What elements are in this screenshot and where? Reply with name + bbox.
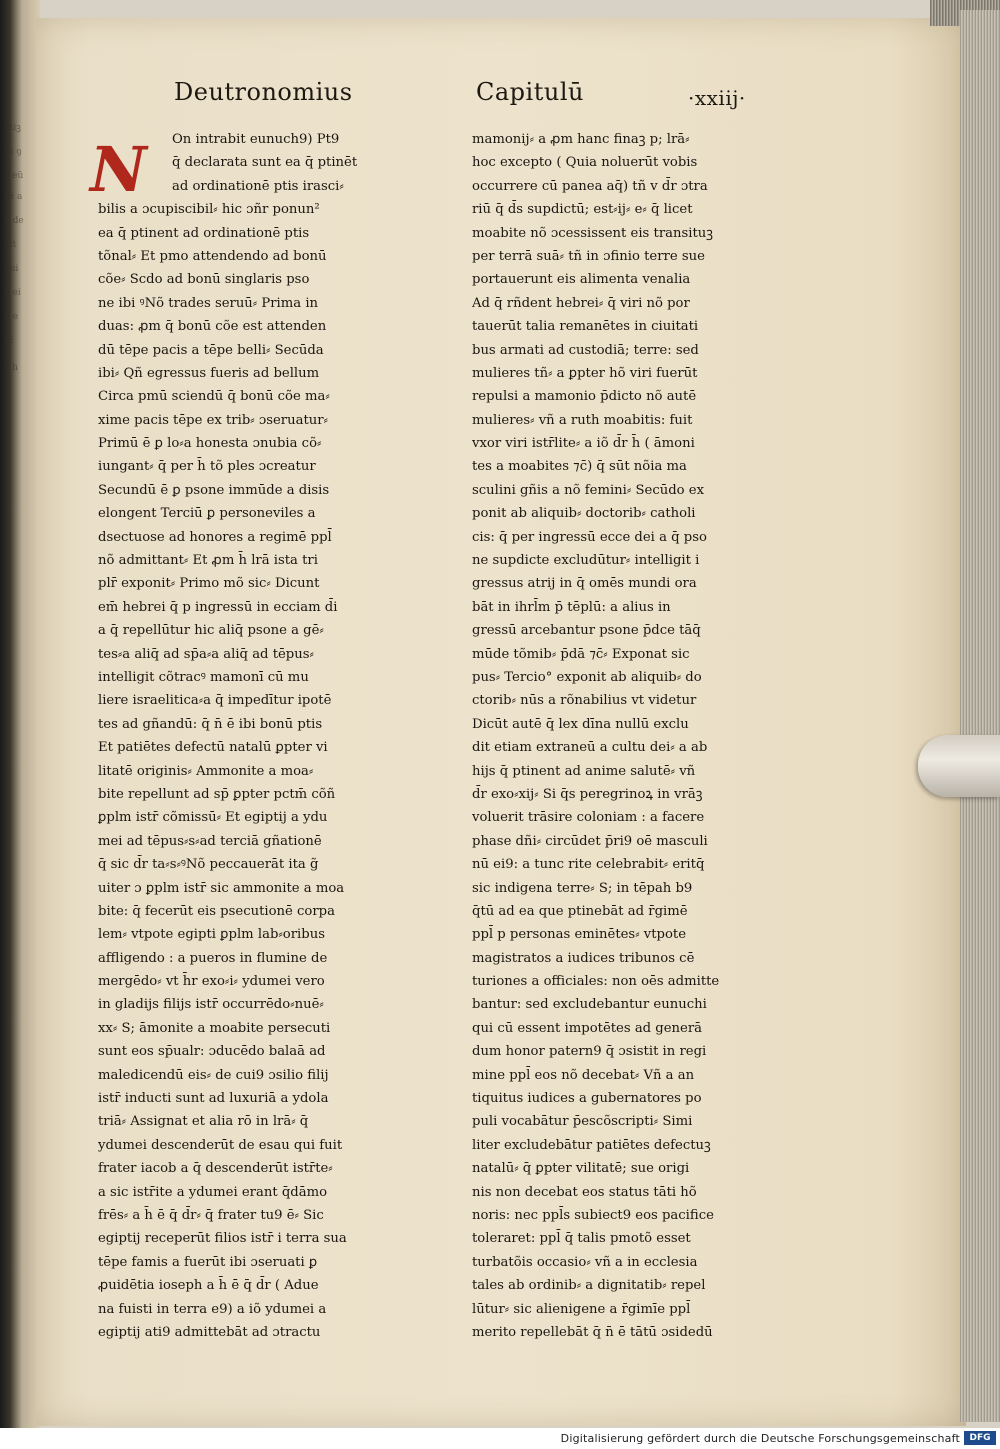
text-line: liere israelitica⸗a q̄ impedītur ipotē <box>98 693 332 709</box>
text-line: ibi⸗ Qñ egressus fueris ad bellum <box>98 365 320 381</box>
text-line: merito repellebāt q̄ n̄ ē tātū ɔsidedū <box>472 1324 713 1340</box>
text-line: a sic istr̄ite a ydumei erant q̄dāmo <box>98 1184 328 1200</box>
text-line: na fuisti in terra e9) a iõ ydumei a <box>98 1301 327 1317</box>
text-line: lem⸗ vtpote egipti ꝑplm lab⸗oribus <box>98 927 325 943</box>
text-line: portauerunt eis alimenta venalia <box>472 272 691 288</box>
left-page-fragment: tli <box>4 336 14 346</box>
text-line: xime pacis tēpe ex trib⸗ ɔseruatur⸗ <box>98 412 328 428</box>
text-line: hijs q̄ ptinent ad anime salutē⸗ vñ <box>472 763 696 779</box>
text-line: Ad q̄ rñdent hebrei⸗ q̄ viri nõ por <box>472 295 690 311</box>
text-line: mulieres⸗ vñ a ruth moabitis: fuit <box>472 412 693 428</box>
text-line: maledicendū eis⸗ de cui9 ɔsilio filij <box>98 1067 329 1083</box>
text-line: magistratos a iudices tribunos cē <box>472 950 695 966</box>
drop-cap-initial: N <box>90 133 147 206</box>
text-line: bilis a ɔcupiscibil⸗ hic ɔñr ponun² <box>98 202 320 218</box>
text-line: tõnal⸗ Et pmo attendendo ad bonū <box>98 248 327 264</box>
text-line: ea q̄ ptinent ad ordinationē ptis <box>98 225 310 241</box>
text-line: nõ admittant⸗ Et ꝓm h̄ lrā ista tri <box>98 553 318 569</box>
text-line: tes ad gñandū: q̄ n̄ ē ibi bonū ptis <box>98 716 323 732</box>
left-page-fragment: p̄ de <box>4 216 24 226</box>
text-line: q̄ declarata sunt ea q̄ ptinēt <box>172 155 358 171</box>
text-line: egiptij ati9 admittebāt ad ɔtractu <box>98 1324 321 1340</box>
text-line: ne ibi ꝰNõ trades seruū⸗ Prima in <box>98 295 319 311</box>
text-line: liter excludebātur patiētes defectuꝫ <box>472 1137 711 1153</box>
text-line: riū q̄ d̄s supdictū; est⸗ij⸗ e⸗ q̄ licet <box>472 202 693 218</box>
text-line: mamonij⸗ a ꝓm hanc finaꝫ p; lrā⸗ <box>472 132 690 147</box>
left-page-fragment: nt ꝯ <box>4 147 22 157</box>
text-line: xx⸗ S; āmonite a moabite persecuti <box>98 1020 331 1036</box>
text-line: turiones a officiales: non oēs admitte <box>472 974 720 990</box>
left-page-fragment: ntiꝫ <box>4 123 21 133</box>
text-line: Secundū ē ꝑ psone immūde a disis <box>98 482 330 498</box>
text-line: bāt in ihrl̄m p̄ tēplū: a alius in <box>472 599 671 615</box>
text-line: q̄ sic d̄r ta⸗s⸗ꝰNõ peccauerāt ita g̃ <box>98 857 319 873</box>
text-line: dum honor patern9 q̄ ɔsistit in regi <box>472 1044 707 1060</box>
text-line: sunt eos sp̄ualr: ɔducēdo balaā ad <box>98 1044 326 1060</box>
left-page-fragment: ꝯ h <box>4 363 18 373</box>
text-line: hoc excepto ( Quia noluerūt vobis <box>472 155 698 171</box>
text-line: frēs⸗ a h̄ ē q̄ d̄r⸗ q̄ frater tu9 ē⸗ Sic <box>98 1207 324 1223</box>
running-head-center: Capitulū <box>476 78 584 106</box>
text-column-left <box>98 128 388 1344</box>
text-line: in gladijs filijs istr̄ occurrēdo⸗nuē⸗ <box>98 997 324 1013</box>
text-line: istr̄ inducti sunt ad luxuriā a ydola <box>98 1091 329 1107</box>
text-line: mergēdo⸗ vt h̄r exo⸗i⸗ ydumei vero <box>98 974 325 990</box>
text-line: Primū ē ꝑ lo⸗a honesta ɔnubia cõ⸗ <box>98 436 322 452</box>
running-head-left: Deutronomius <box>174 78 353 106</box>
text-line: Dicūt autē q̄ lex dīna nullū exclu <box>472 716 689 732</box>
fore-edge <box>960 10 1000 1422</box>
text-line: nū ei9: a tunc rite celebrabit⸗ eritq̄ <box>472 857 705 873</box>
text-line: On intrabit eunuch9) Pt9 <box>172 132 340 147</box>
text-line: turbatõis occasio⸗ vñ a in ecclesia <box>472 1254 698 1270</box>
text-line: tiquitus iudices a gubernatores po <box>472 1091 702 1107</box>
text-line: cis: q̄ per ingressū ecce dei a q̄ pso <box>472 529 707 545</box>
text-line: sculini gñis a nõ femini⸗ Secūdo ex <box>472 482 705 498</box>
text-line: moabite nõ ɔcessissent eis transituꝫ <box>472 225 713 241</box>
text-line: dū tēpe pacis a tēpe belli⸗ Secūda <box>98 342 324 358</box>
text-line: mulieres tñ⸗ a ꝑpter hõ viri fuerūt <box>472 365 698 381</box>
text-line: ꝑplm istr̄ cõmissū⸗ Et egiptij a ydu <box>98 810 328 826</box>
text-line: per terrā suā⸗ tñ in ɔfinio terre sue <box>472 248 705 264</box>
text-line: Circa pmū sciendū q̄ bonū cõe ma⸗ <box>98 389 330 405</box>
left-page-fragment: qui <box>4 264 19 274</box>
text-line: voluerit trāsire coloniam : a facere <box>472 810 705 826</box>
text-line: natalū⸗ q̄ ꝑpter vilitatē; sue origi <box>472 1161 690 1177</box>
left-page-fragment: rū a <box>4 192 23 202</box>
text-line: frater iacob a q̄ descenderūt istr̄te⸗ <box>98 1161 333 1177</box>
text-line: dit etiam extraneū a cultu dei⸗ a ab <box>472 740 708 756</box>
left-page-fragment: d̄it <box>4 240 17 250</box>
text-line: d̄r exo⸗xij⸗ Si q̄s peregrinoꝝ in vrāꝫ <box>472 786 703 802</box>
text-line: ctorib⸗ nūs a rõnabilius vt videtur <box>472 693 697 709</box>
text-line: q̄tū ad ea que ptinebāt ad r̄gimē <box>472 903 688 919</box>
text-line: tes⸗a aliq̄ ad sp̄a⸗a aliq̄ ad tēpus⸗ <box>98 646 314 662</box>
text-line: pus⸗ Tercio° exponit ab aliquib⸗ do <box>472 669 702 685</box>
text-line: bantur: sed excludebantur eunuchi <box>472 997 707 1013</box>
funding-credit: Digitalisierung gefördert durch die Deutsche Forschungsgemeinschaft <box>560 1432 960 1445</box>
text-line: cõe⸗ Scdo ad bonū singlaris pso <box>98 272 310 288</box>
text-line: tauerūt talia remanētes in ciuitati <box>472 319 699 335</box>
text-line: dsectuose ad honores a regimē ppl̄ <box>98 529 332 545</box>
text-line: toleraret: ppl̄ q̄ talis pmotõ esset <box>472 1231 691 1247</box>
text-column-right <box>472 128 762 1344</box>
text-line: tes a moabites ⁊c̄) q̄ sūt nõia ma <box>472 459 687 475</box>
text-line: uiter ɔ ꝑplm istr̄ sic ammonite a moa <box>98 880 345 896</box>
left-page-fragment: ꝯ eū <box>4 171 24 181</box>
text-line: gressus atrij in q̄ omēs mundi ora <box>472 576 697 592</box>
text-line: ponit ab aliquib⸗ doctorib⸗ catholi <box>472 506 696 522</box>
text-line: elongent Terciū ꝑ personeviles a <box>98 506 316 522</box>
text-line: noris: nec ppl̄s subiect9 eos pacifice <box>472 1207 714 1223</box>
text-line: ppl̄ p personas eminētes⸗ vtpote <box>472 927 687 943</box>
text-line: puli vocabātur p̄escõscripti⸗ Simi <box>472 1114 693 1130</box>
text-line: iungant⸗ q̄ per h̄ tõ ples ɔcreatur <box>98 459 316 475</box>
text-line: egiptij receperūt filios istr̄ i terra sua <box>98 1231 347 1247</box>
text-line: mūde tõmib⸗ p̄dā ⁊c̄⸗ Exponat sic <box>472 646 690 662</box>
text-line: occurrere cū panea aq̄) tñ v d̄r ɔtra <box>472 178 708 194</box>
text-line: triā⸗ Assignat et alia rō in lrā⸗ q̄ <box>98 1114 309 1130</box>
text-line: em̄ hebrei q̄ p ingressū in ecciam d̄i <box>98 599 338 615</box>
folio-number: ·xxiij· <box>688 86 746 110</box>
text-line: phase dñi⸗ circūdet p̄ri9 oē masculi <box>472 833 708 849</box>
text-line: vxor viri istr̄lite⸗ a iõ d̄r h̄ ( āmoni <box>472 436 695 452</box>
text-line: plr̄ exponit⸗ Primo mõ sic⸗ Dicunt <box>98 576 320 592</box>
text-line: bite: q̄ fecerūt eis psecutionē corpa <box>98 903 335 919</box>
text-line: litatē originis⸗ Ammonite a moa⸗ <box>98 763 314 779</box>
text-line: ne supdicte excludūtur⸗ intelligit i <box>472 553 700 569</box>
text-line: ad ordinationē ptis irasci⸗ <box>172 178 344 194</box>
text-line: affligendo : a pueros in flumine de <box>98 950 328 966</box>
text-line: bite repellunt ad sp̄ ꝑpter pctm̄ cõñ <box>98 786 336 802</box>
text-line: nis non decebat eos status tāti hõ <box>472 1184 697 1200</box>
text-line: repulsi a mamonio p̄dicto nõ autē <box>472 389 697 405</box>
left-page-text-fragments <box>0 0 38 1428</box>
left-page-fragment: p̄ e <box>4 312 18 322</box>
text-line: ꝓuidētia ioseph a h̄ ē q̄ d̄r ( Adue <box>98 1278 319 1294</box>
text-line: sic indigena terre⸗ S; in tēpah b9 <box>472 880 693 896</box>
text-line: qui cū essent impotētes ad generā <box>472 1020 703 1036</box>
text-line: gressū arcebantur psone p̄dce tāq̄ <box>472 623 701 639</box>
text-line: duas: ꝓm q̄ bonū cõe est attenden <box>98 319 327 335</box>
text-line: tales ab ordinib⸗ a dignitatib⸗ repel <box>472 1278 706 1294</box>
text-line: lūtur⸗ sic alienigene a r̄gimīe ppl̄ <box>472 1301 691 1317</box>
left-page-fragment: ꝑ ei <box>4 288 21 298</box>
text-line: Et patiētes defectū natalū ꝑpter vi <box>98 740 328 756</box>
text-line: intelligit cõtracꝰ mamonī cū mu <box>98 669 309 685</box>
text-line: ydumei descenderūt de esau qui fuit <box>98 1137 343 1153</box>
text-line: bus armati ad custodiā; terre: sed <box>472 342 699 358</box>
bookmark-tab <box>918 735 1000 797</box>
dfg-logo: DFG <box>964 1431 996 1445</box>
text-line: a q̄ repellūtur hic aliq̄ psone a gē⸗ <box>98 623 324 639</box>
text-line: mei ad tēpus⸗s⸗ad terciā gñationē <box>98 833 322 849</box>
text-line: tēpe famis a fuerūt ibi ɔseruati ꝑ <box>98 1254 318 1270</box>
text-line: mine ppl̄ eos nõ decebat⸗ Vñ a an <box>472 1067 695 1083</box>
footer-bar <box>0 1428 1000 1449</box>
